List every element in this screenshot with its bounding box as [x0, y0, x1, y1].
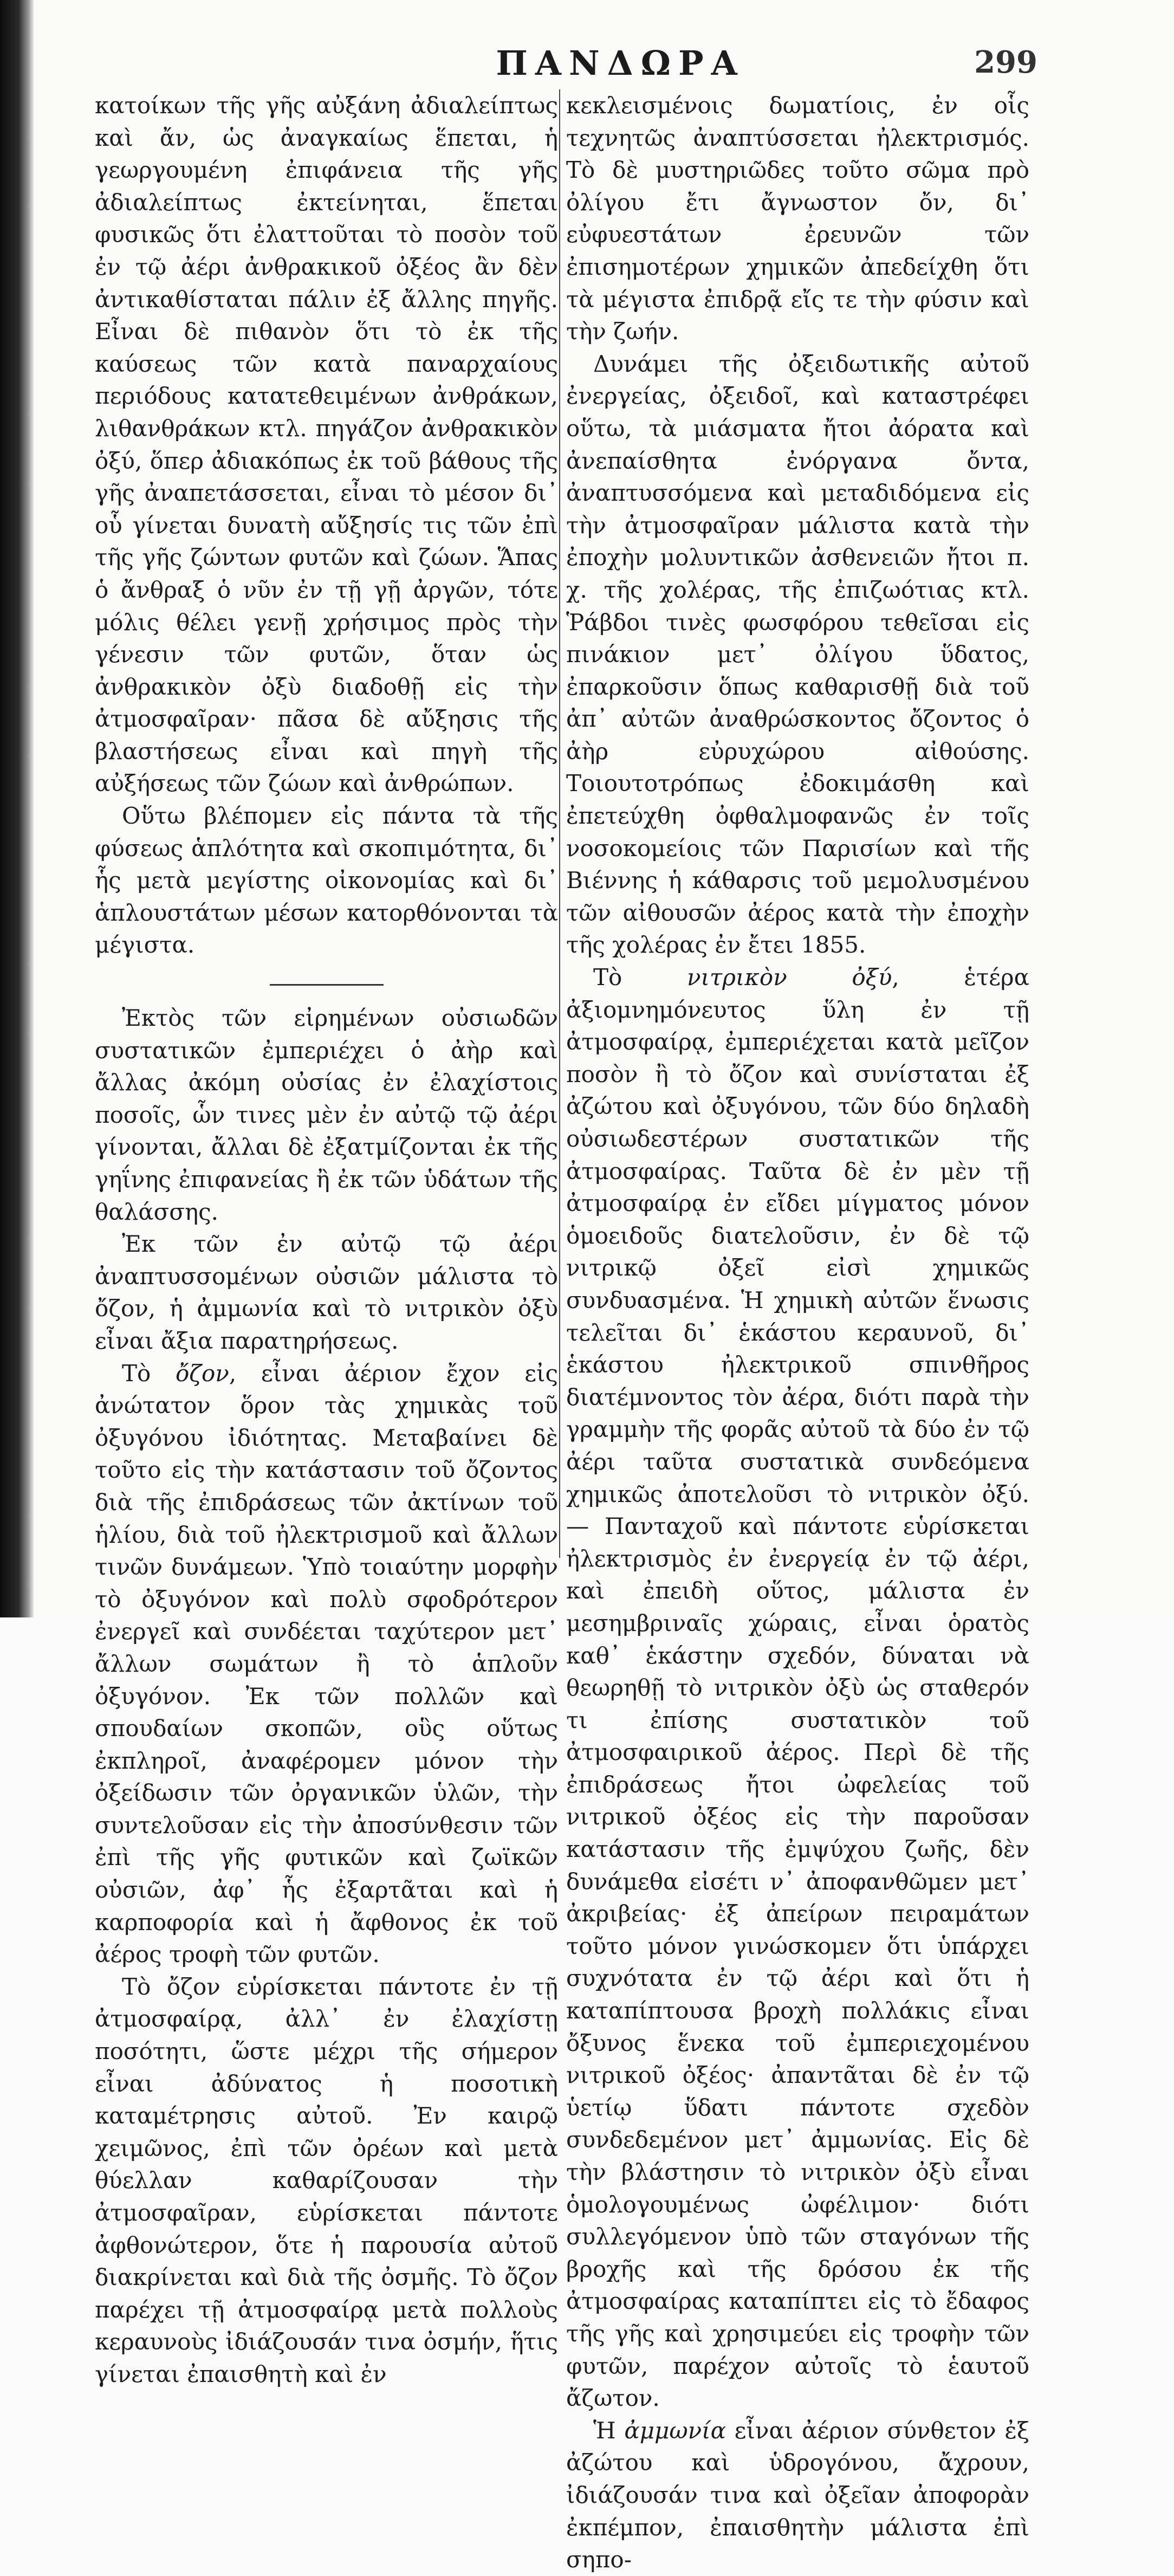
text-run: Ἡ: [593, 2417, 625, 2444]
text-run: , εἶναι ἀέριον ἔχον εἰς ἀνώτατον ὅρον τὰς χημικὰς τοῦ ὀξυγόνου ἰδιότητας. Μεταβαίνει δὲ τοῦτο εἰς τὴν κατάστασιν τοῦ ὄζοντος διὰ τῆς ἐπιδράσεως τῶν ἀκτίνων τοῦ ἡλίου, διὰ τοῦ ἠλεκτρισμοῦ καὶ ἄλλων τινῶν δυνάμεων. Ὑπὸ τοιαύτην μορφὴν τὸ ὀξυγόνον καὶ πολὺ σφοδρότερον ἐνεργεῖ καὶ συνδέεται ταχύτερον μετ᾽ ἄλλων σωμάτων ἢ τὸ ἁπλοῦν ὀξυγόνον. Ἐκ τῶν πολλῶν καὶ σπουδαίων σκοπῶν, οὓς οὕτως ἐκπληροῖ, ἀναφέρομεν μόνον τὴν ὀξείδωσιν τῶν ὀργανικῶν ὑλῶν, τὴν συντελοῦσαν εἰς τὴν ἀποσύνθεσιν τῶν ἐπὶ τῆς γῆς φυτικῶν καὶ ζωϊκῶν οὐσιῶν, ἀφ᾽ ἧς ἐξαρτᾶται καὶ ἡ καρποφορία καὶ ἡ ἄφθονος ἐκ τοῦ ἀέρος τροφὴ τῶν φυτῶν.: [95, 1360, 558, 1968]
section-divider: [270, 984, 384, 986]
paragraph: [95, 1357, 558, 1971]
paragraph: [566, 2415, 1029, 2576]
page-number: 299: [974, 44, 1037, 80]
text-run: , ἑτέρα ἀξιομνημόνευτος ὕλη ἐν τῇ ἀτμοσφαίρᾳ, ἐμπεριέχεται κατὰ μεῖζον ποσὸν ἢ τὸ ὄζον καὶ συνίσταται ἐξ ἀζώτου καὶ ὀξυγόνου, τῶν δύο δηλαδὴ οὐσιωδεστέρων συστατικῶν τῆς ἀτμοσφαίρας. Ταῦτα δὲ ἐν μὲν τῇ ἀτμοσφαίρᾳ ἐν εἴδει μίγματος μόνον ὁμοειδοῦς διατελοῦσιν, ἐν δὲ τῷ νιτρικῷ ὀξεῖ εἰσὶ χημικῶς συνδυασμένα. Ἡ χημικὴ αὐτῶν ἕνωσις τελεῖται δι᾽ ἑκάστου κεραυνοῦ, δι᾽ ἑκάστου ἠλεκτρικοῦ σπινθῆρος διατέμνοντος τὸν ἀέρα, διότι παρὰ τὴν γραμμὴν τῆς φορᾶς αὐτοῦ τὰ δύο ἐν τῷ ἀέρι ταῦτα συστατικὰ συνδεόμενα χημικῶς ἀποτελοῦσι τὸ νιτρικὸν ὀξύ. — Πανταχοῦ καὶ πάντοτε εὑρίσκεται ἠλεκτρισμὸς ἐν ἐνεργείᾳ ἐν τῷ ἀέρι, καὶ ἐπειδὴ οὕτος, μάλιστα ἐν μεσημβριναῖς χώραις, εἶναι ὁρατὸς καθ᾽ ἑκάστην σχεδόν, δύναται νὰ θεωρηθῇ τὸ νιτρικὸν ὀξὺ ὡς σταθερόν τι ἐπίσης συστατικὸν τοῦ ἀτμοσφαιρικοῦ ἀέρος. Περὶ δὲ τῆς ἐπιδράσεως ἤτοι ὠφελείας τοῦ νιτρικοῦ ὀξέος εἰς τὴν παροῦσαν κατάστασιν τῆς ἐμψύχου ζωῆς, δὲν δυνάμεθα εἰσέτι ν᾽ ἀποφανθῶμεν μετ᾽ ἀκριβείας· ἐξ ἀπείρων πειραμάτων τοῦτο μόνον γινώσκομεν ὅτι ὑπάρχει συχνότατα ἐν τῷ ἀέρι καὶ ὅτι ἡ καταπίπτουσα βροχὴ πολλάκις εἶναι ὄξυνος ἕνεκα τοῦ ἐμπεριεχομένου νιτρικοῦ ὀξέος· ἀπαντᾶται δὲ ἐν τῷ ὑετίῳ ὕδατι πάντοτε σχεδὸν συνδεδεμένον μετ᾽ ἀμμωνίας. Εἰς δὲ τὴν βλάστησιν τὸ νιτρικὸν ὀξὺ εἶναι ὁμολογουμένως ὠφέλιμον· διότι συλλεγόμενον ὑπὸ τῶν σταγόνων τῆς βροχῆς καὶ τῆς δρόσου ἐκ τῆς ἀτμοσφαίρας καταπίπτει εἰς τὸ ἔδαφος τῆς γῆς καὶ χρησιμεύει εἰς τροφὴν τῶν φυτῶν, παρέχον αὐτοῖς τὸ ἑαυτοῦ ἄζωτον.: [566, 964, 1029, 2412]
page-header: [95, 43, 1037, 87]
text-run: Τὸ: [122, 1360, 176, 1387]
italic-term: νιτρικὸν ὀξύ: [686, 964, 892, 991]
text-run: εἶναι ἀέριον σύνθετον ἐξ ἀζώτου καὶ ὑδρογόνου, ἄχρουν, ἰδιάζουσάν τινα καὶ ὀξεῖαν ἀποφορὰν ἐκπέμπον, ἐπαισθητὴν μάλιστα ἐπὶ σηπο-: [566, 2417, 1029, 2573]
paragraph: Ἐκτὸς τῶν εἰρημένων οὐσιωδῶν συστατικῶν ἐμπεριέχει ὁ ἀὴρ καὶ ἄλλας ἀκόμη οὐσίας ἐν ἐλαχίστοις ποσοῖς, ὧν τινες μὲν ἐν αὐτῷ τῷ ἀέρι γίνονται, ἄλλαι δὲ ἐξατμίζονται ἐκ τῆς γηΐνης ἐπιφανείας ἢ ἐκ τῶν ὑδάτων τῆς θαλάσσης.: [95, 1005, 558, 1225]
paragraph: Δυνάμει τῆς ὀξειδωτικῆς αὐτοῦ ἐνεργείας, ὀξειδοῖ, καὶ καταστρέφει οὕτω, τὰ μιάσματα ἤτοι ἀόρατα καὶ ἀνεπαίσθητα ἐνόργανα ὄντα, ἀναπτυσσόμενα καὶ μεταδιδόμενα εἰς τὴν ἀτμοσφαῖραν μάλιστα κατὰ τὴν ἐποχὴν μολυντικῶν ἀσθενειῶν ἤτοι π. χ. τῆς χολέρας, τῆς ἐπιζωότιας κτλ. Ῥάβδοι τινὲς φωσφόρου τεθεῖσαι εἰς πινάκιον μετ᾽ ὀλίγου ὕδατος, ἐπαρκοῦσιν ὅπως καθαρισθῇ διὰ τοῦ ἀπ᾽ αὐτῶν ἀναθρώσκοντος ὄζοντος ὁ ἀὴρ εὐρυχώρου αἰθούσης. Τοιουτοτρόπως ἐδοκιμάσθη καὶ ἐπετεύχθη ὀφθαλμοφανῶς ἐν τοῖς νοσοκομείοις τῶν Παρισίων καὶ τῆς Βιέννης ἡ κάθαρσις τοῦ μεμολυσμένου τῶν αἰθουσῶν ἀέρος κατὰ τὴν ἐποχὴν τῆς χολέρας ἐν ἔτει 1855.: [566, 350, 1029, 959]
left-text-column: [95, 89, 558, 2391]
italic-term: ὄζον: [175, 1360, 229, 1387]
column-divider: [559, 89, 560, 1558]
paragraph: [566, 961, 1029, 2415]
paragraph: κεκλεισμένοις δωματίοις, ἐν οἷς τεχνητῶς ἀναπτύσσεται ἠλεκτρισμός. Τὸ δὲ μυστηριῶδες τοῦτο σῶμα πρὸ ὀλίγου ἔτι ἄγνωστον ὄν, δι᾽ εὐφυεστάτων ἐρευνῶν τῶν ἐπισημοτέρων χημικῶν ἀπεδείχθη ὅτι τὰ μέγιστα ἐπιδρᾷ εἴς τε τὴν φύσιν καὶ τὴν ζωήν.: [566, 92, 1029, 345]
paragraph: Οὕτω βλέπομεν εἰς πάντα τὰ τῆς φύσεως ἁπλότητα καὶ σκοπιμότητα, δι᾽ ἧς μετὰ μεγίστης οἰκονομίας καὶ δι᾽ ἁπλουστάτων μέσων κατορθόνονται τὰ μέγιστα.: [95, 802, 558, 959]
paragraph: Ἐκ τῶν ἐν αὐτῷ τῷ ἀέρι ἀναπτυσσομένων οὐσιῶν μάλιστα τὸ ὄζον, ἡ ἀμμωνία καὶ τὸ νιτρικὸν ὀξὺ εἶναι ἄξια παρατηρήσεως.: [95, 1231, 558, 1354]
book-spine-shadow: [0, 0, 34, 1617]
paragraph: κατοίκων τῆς γῆς αὐξάνη ἀδιαλείπτως καὶ ἄν, ὡς ἀναγκαίως ἕπεται, ἡ γεωργουμένη ἐπιφάνεια τῆς γῆς ἀδιαλείπτως ἐκτείνηται, ἕπεται φυσικῶς ὅτι ἐλαττοῦται τὸ ποσὸν τοῦ ἐν τῷ ἀέρι ἀνθρακικοῦ ὀξέος ἂν δὲν ἀντικαθίσταται πάλιν ἐξ ἄλλης πηγῆς. Εἶναι δὲ πιθανὸν ὅτι τὸ ἐκ τῆς καύσεως τῶν κατὰ παναρχαίους περιόδους κατατεθειμένων ἀνθράκων, λιθανθράκων κτλ. πηγάζον ἀνθρακικὸν ὀξύ, ὅπερ ἀδιακόπως ἐκ τοῦ βάθους τῆς γῆς ἀναπετάσσεται, εἶναι τὸ μέσον δι᾽ οὗ γίνεται δυνατὴ αὔξησίς τις τῶν ἐπὶ τῆς γῆς ζώντων φυτῶν καὶ ζώων. Ἅπας ὁ ἄνθραξ ὁ νῦν ἐν τῇ γῇ ἀργῶν, τότε μόλις θέλει γενῇ χρήσιμος πρὸς τὴν γένεσιν τῶν φυτῶν, ὅταν ὡς ἀνθρακικὸν ὀξὺ διαδοθῇ εἰς τὴν ἀτμοσφαῖραν· πᾶσα δὲ αὔξησις τῆς βλαστήσεως εἶναι καὶ πηγὴ τῆς αὐξήσεως τῶν ζώων καὶ ἀνθρώπων.: [95, 92, 558, 797]
paragraph: Τὸ ὄζον εὑρίσκεται πάντοτε ἐν τῇ ἀτμοσφαίρᾳ, ἀλλ᾽ ἐν ἐλαχίστῃ ποσότητι, ὥστε μέχρι τῆς σήμερον εἶναι ἀδύνατος ἡ ποσοτικὴ καταμέτρησις αὐτοῦ. Ἐν καιρῷ χειμῶνος, ἐπὶ τῶν ὀρέων καὶ μετὰ θύελλαν καθαρίζουσαν τὴν ἀτμοσφαῖραν, εὑρίσκεται πάντοτε ἀφθονώτερον, ὅτε ἡ παρουσία αὐτοῦ διακρίνεται καὶ διὰ τῆς ὀσμῆς. Τὸ ὄζον παρέχει τῇ ἀτμοσφαίρᾳ μετὰ πολλοὺς κεραυνοὺς ἰδιάζουσάν τινα ὀσμήν, ἥτις γίνεται ἐπαισθητὴ καὶ ἐν: [95, 1973, 558, 2387]
right-text-column: [566, 89, 1029, 2576]
text-run: Τὸ: [593, 964, 687, 991]
italic-term: ἀμμωνία: [624, 2417, 726, 2444]
running-title: ΠΑΝΔΩΡΑ: [496, 43, 745, 83]
